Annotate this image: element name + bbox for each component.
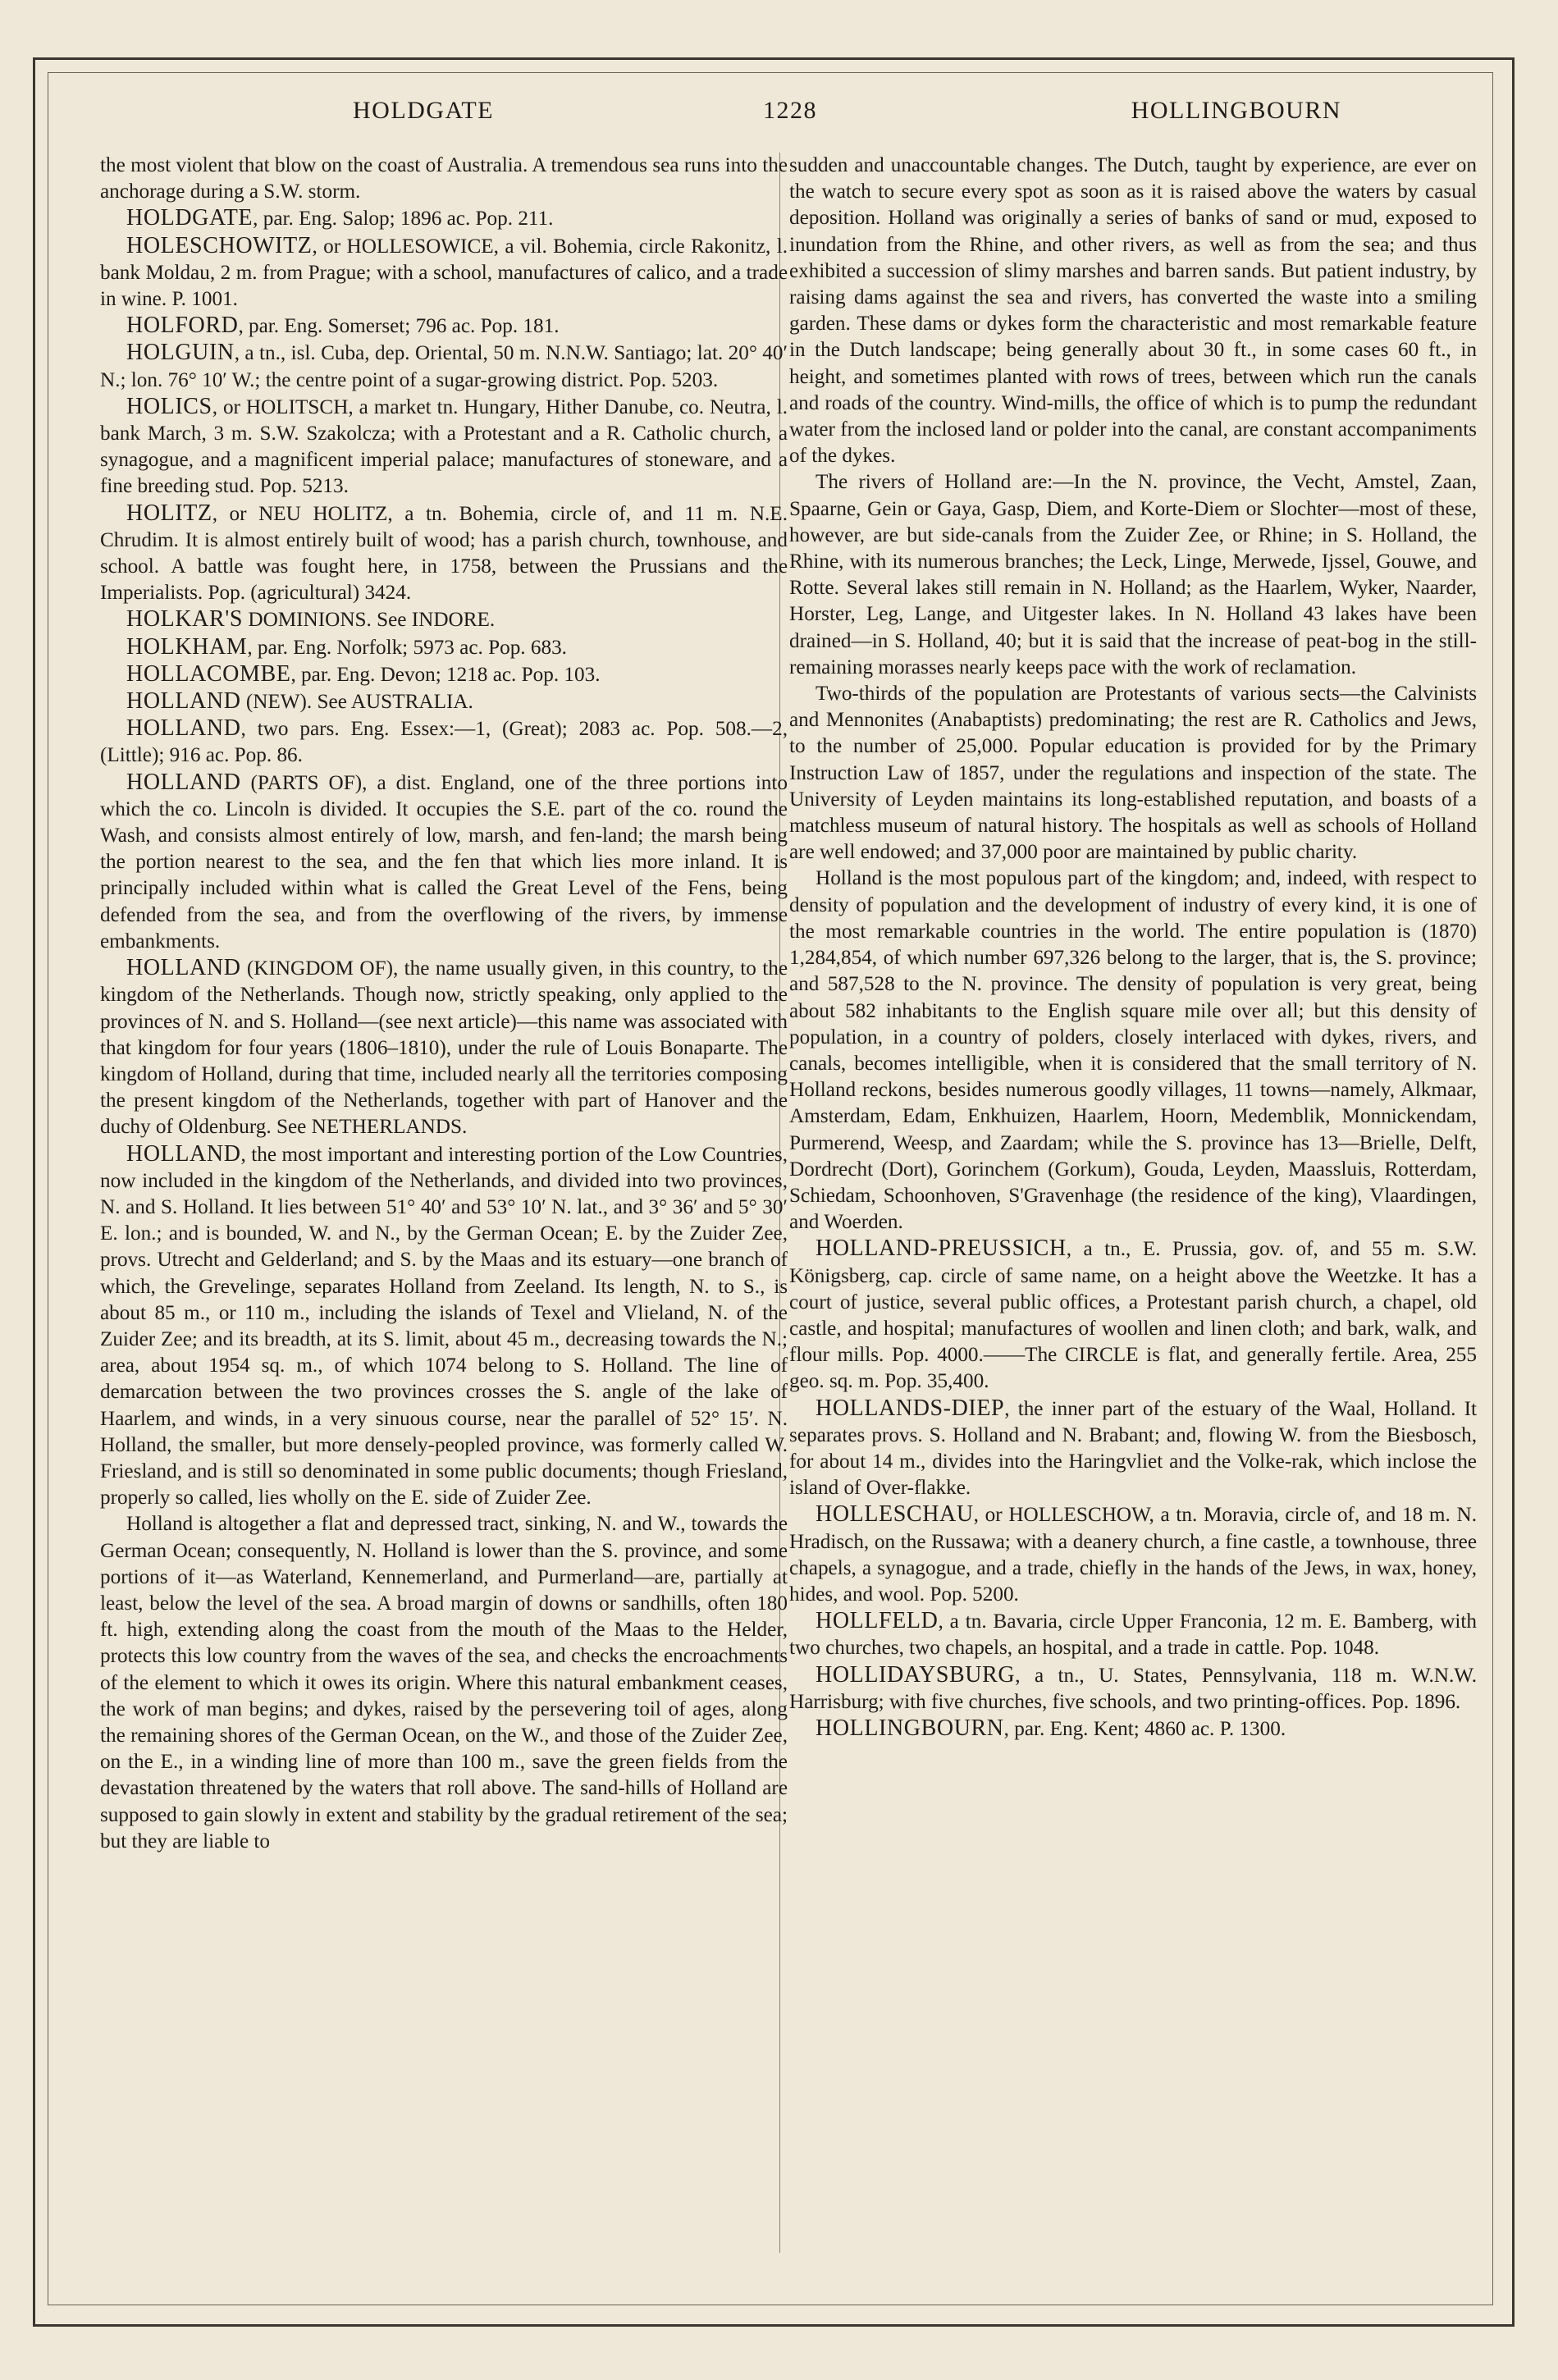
entry-text: , par. Eng. Norfolk; 5973 ac. Pop. 683. [247, 636, 567, 659]
gazetteer-entry [100, 1141, 788, 1512]
entry-headword: HOLLACOMBE [126, 660, 291, 687]
running-header [98, 97, 1460, 133]
entry-text: , the inner part of the estuary of the Waal, Holland. It separates provs. S. Holland and N. Brabant; and, flowing W. from the Biesbosch, for about 14 m., divides into the Haringvliet and the Volke-rak, which inclose the island of Over-flakke. [789, 1397, 1477, 1500]
entry-headword: HOLLINGBOURN [816, 1715, 1004, 1741]
gazetteer-entry [100, 715, 788, 769]
entry-headword: HOLESCHOWITZ [126, 232, 313, 258]
gazetteer-entry [100, 340, 788, 393]
gazetteer-entry [100, 313, 788, 340]
entry-text: , a tn., E. Prussia, gov. of, and 55 m. S.W. Königsberg, cap. circle of same name, on a height above the Weetzke. It has a court of justice, several public offices, a Protestant parish church, a chapel, old castle, and hospital; manufactures of woollen and linen cloth; and bark, walk, and flour mills. Pop. 4000.——The CIRCLE is flat, and generally fertile. Area, 255 geo. sq. m. Pop. 35,400. [789, 1238, 1477, 1393]
entry-headword: HOLLFELD [816, 1608, 939, 1634]
gazetteer-entry [100, 394, 788, 500]
entry-text: , par. Eng. Devon; 1218 ac. Pop. 103. [290, 663, 601, 686]
entry-headword: HOLLAND-PREUSSICH [816, 1236, 1067, 1262]
paragraph [100, 153, 788, 205]
gazetteer-entry [789, 1396, 1477, 1502]
gazetteer-entry [100, 661, 788, 688]
entry-headword: HOLLANDS-DIEP [816, 1395, 1005, 1421]
entry-text: , a tn., U. States, Pennsylvania, 118 m. W.N.W. Harrisburg; with five churches, five schools, and two printing-offices. Pop. 1896. [789, 1664, 1477, 1713]
gazetteer-entry [789, 1608, 1477, 1661]
entry-text: , or HOLLESCHOW, a tn. Moravia, circle of, and 18 m. N. Hradisch, on the Russawa; with a deanery church, a fine castle, a townhouse, three chapels, a synagogue, and a trade, chiefly in the hands of the Jews, in wax, honey, hides, and wool. Pop. 5200. [789, 1504, 1477, 1606]
entry-text: , par. Eng. Somerset; 796 ac. Pop. 181. [238, 315, 560, 338]
left-column [100, 153, 788, 2253]
entry-text: (NEW). See AUSTRALIA. [240, 691, 473, 714]
entry-headword: HOLDGATE [126, 205, 254, 231]
entry-headword: HOLITZ [126, 500, 212, 526]
entry-text: Holland is altogether a flat and depressed tract, sinking, N. and W., towards the German Ocean; consequently, N. Holland is lower than the S. province, and some portions of it—as Waterland, Kennemerland, and Purmerland—are, partially at least, below the level of the sea. A broad margin of downs or sandhills, often 180 ft. high, extending along the coast from the mouth of the Maas to the Helder, protects this low country from the waves of the sea, and checks the encroachments of the element to which it owes its origin. Where this natural embankment ceases, the work of man begins; and dykes, raised by the persevering toil of ages, along the remaining shores of the German Ocean, on the W., and those of the Zuider Zee, on the E., in a winding line of more than 100 m., save the green fields from the devastation threatened by the waters that roll above. The sand-hills of Holland are supposed to gain slowly in extent and stability by the gradual retirement of the sea; but they are liable to [100, 1513, 788, 1852]
page-number: 1228 [763, 97, 817, 124]
entry-text: DOMINIONS. See INDORE. [243, 609, 496, 632]
entry-headword: HOLLAND [126, 715, 241, 742]
paragraph [100, 1511, 788, 1855]
entry-text: , par. Eng. Salop; 1896 ac. Pop. 211. [253, 208, 554, 231]
entry-text: , the most important and interesting portion of the Low Countries, now included in the kingdom of the Netherlands, and divided into two provinces, N. and S. Holland. It lies between 51° 40′ and 53° 10′ N. lat., and 3° 36′ and 5° 30′ E. lon.; and is bounded, W. and N., by the German Ocean; E. by the Zuider Zee, provs. Utrecht and Gelderland; and S. by the Maas and its estuary—one branch of which, the Grevelinge, separates Holland from Zeeland. Its length, N. to S., is about 85 m., or 110 m., including the islands of Texel and Vlieland, N. of the Zuider Zee; and its breadth, at its S. limit, about 45 m., decreasing towards the N.; area, about 1954 sq. m., of which 1074 belong to S. Holland. The line of demarcation between the two provinces crosses the S. angle of the lake of Haarlem, and winds, in a very sinuous course, near the parallel of 52° 15′. N. Holland, the smaller, but more densely-peopled province, was formerly called W. Friesland, and is still so denominated in some public documents; though Friesland, properly so called, lies wholly on the E. side of Zuider Zee. [100, 1143, 788, 1510]
entry-headword: HOLICS [126, 393, 212, 419]
entry-text: the most violent that blow on the coast of Australia. A tremendous sea runs into the anchorage during a S.W. storm. [100, 154, 788, 203]
entry-headword: HOLGUIN [126, 340, 235, 366]
gazetteer-entry [789, 1715, 1477, 1743]
gazetteer-entry [100, 500, 788, 607]
entry-text: (PARTS OF), a dist. England, one of the three portions into which the co. Lincoln is divided. It occupies the S.E. part of the co. round the Wash, and consists almost entirely of low, marsh, and fen-land; the marsh being the portion nearest to the sea, and the fen that which lies more inland. It is principally included within what is called the Great Level of the Fens, being defended from the sea, and from the overflowing of the rivers, by immense embankments. [100, 771, 788, 952]
entry-text: The rivers of Holland are:—In the N. province, the Vecht, Amstel, Zaan, Spaarne, Gein or Gaya, Gasp, Diem, and Korte-Diem or Slochter—most of these, however, are but side-canals from the Zuider Zee, or Rhine; in S. Holland, the Rhine, with its numerous branches; the Leck, Linge, Merwede, Ijssel, Gouwe, and Rotte. Several lakes still remain in N. Holland; as the Haarlem, Wyker, Naarder, Horster, Leg, Lange, and Uitgester lakes. In N. Holland 43 lakes have been drained—in S. Holland, 40; but it is said that the increase of peat-bog in the still-remaining morasses nearly keeps pace with the work of reclamation. [789, 471, 1477, 678]
entry-headword: HOLLESCHAU [816, 1501, 974, 1528]
entry-text: Two-thirds of the population are Protestants of various sects—the Calvinists and Mennonites (Anabaptists) predominating; the rest are R. Catholics and Jews, to the number of 25,000. Popular education is provided for by the Primary Instruction Law of 1857, under the regulations and inspection of the state. The University of Leyden maintains its long-established reputation, and boasts of a matchless museum of natural history. The hospitals as well as schools of Holland are well endowed; and 37,000 poor are maintained by public charity. [789, 683, 1477, 864]
gazetteer-entry [100, 233, 788, 313]
gazetteer-entry [100, 634, 788, 661]
running-head-left: HOLDGATE [353, 97, 494, 124]
entry-text: , or HOLITSCH, a market tn. Hungary, Hither Danube, co. Neutra, l. bank March, 3 m. S.W. Szakolcza; with a Protestant and a R. Catholic church, a synagogue, and a magnificent imperial palace; manufactures of stoneware, and a fine breeding stud. Pop. 5213. [100, 395, 788, 498]
gazetteer-entry [100, 688, 788, 715]
entry-text: , or HOLLESOWICE, a vil. Bohemia, circle Rakonitz, l. bank Moldau, 2 m. from Prague; with a school, manufactures of calico, and a trade in wine. P. 1001. [100, 235, 788, 311]
gazetteer-entry [789, 1501, 1477, 1608]
paragraph [789, 469, 1477, 681]
right-column [789, 153, 1477, 2253]
gazetteer-entry [100, 205, 788, 232]
entry-headword: HOLLAND [126, 1140, 241, 1167]
entry-headword: HOLLIDAYSBURG [816, 1661, 1016, 1688]
entry-headword: HOLLAND [126, 955, 241, 981]
entry-text: , a tn. Bavaria, circle Upper Franconia, 12 m. E. Bamberg, with two churches, two chapels, an hospital, and a trade in cattle. Pop. 1048. [789, 1610, 1477, 1660]
gazetteer-entry [100, 955, 788, 1140]
paragraph [789, 866, 1477, 1236]
gazetteer-entry [789, 1662, 1477, 1715]
gazetteer-entry [789, 1236, 1477, 1395]
paragraph [789, 153, 1477, 469]
entry-text: , or NEU HOLITZ, a tn. Bohemia, circle of, and 11 m. N.E. Chrudim. It is almost entirely built of wood; has a parish church, townhouse, and school. A battle was fought here, in 1758, between the Prussians and the Imperialists. Pop. (agricultural) 3424. [100, 502, 788, 605]
running-head-right: HOLLINGBOURN [1131, 97, 1341, 124]
entry-text: sudden and unaccountable changes. The Dutch, taught by experience, are ever on the watch to secure every spot as soon as it is raised above the waters by casual deposition. Holland was originally a series of banks of sand or mud, exposed to inundation from the Rhine, and other rivers, as well as from the sea; and thus exhibited a succession of slimy marshes and barren sands. But patient industry, by raising dams against the sea and rivers, has converted the waste into a smiling garden. These dams or dykes form the characteristic and most remarkable feature in the Dutch landscape; being generally about 30 ft., in some cases 60 ft., in height, and sometimes planted with rows of trees, between which run the canals and roads of the country. Wind-mills, the office of which is to pump the redundant water from the inclosed land or polder into the canal, are constant accompaniments of the dykes. [789, 154, 1477, 468]
entry-headword: HOLLAND [126, 688, 241, 715]
entry-headword: HOLKAR'S [126, 606, 244, 633]
entry-headword: HOLKHAM [126, 633, 248, 660]
entry-text: , par. Eng. Kent; 4860 ac. P. 1300. [1003, 1717, 1286, 1740]
entry-text: , a tn., isl. Cuba, dep. Oriental, 50 m. N.N.W. Santiago; lat. 20° 40′ N.; lon. 76° 10′ W.; the centre point of a sugar-growing district. Pop. 5203. [100, 342, 788, 391]
gazetteer-entry [100, 606, 788, 633]
paragraph [789, 681, 1477, 866]
gazetteer-entry [100, 770, 788, 955]
entry-headword: HOLLAND [126, 769, 241, 795]
entry-headword: HOLFORD [126, 313, 239, 339]
entry-text: Holland is the most populous part of the kingdom; and, indeed, with respect to density of population and the development of industry of every kind, it is one of the most remarkable countries in the world. The entire population is (1870) 1,284,854, of which number 697,326 belong to the larger, that is, the S. province; and 587,528 to the N. province. The density of population is very great, being about 582 inhabitants to the English square mile over all; but this density of population, in a country of polders, closely interlaced with dykes, rivers, and canals, becomes intelligible, when it is considered that the small territory of N. Holland reckons, besides numerous goodly villages, 11 towns—namely, Alkmaar, Amsterdam, Edam, Enkhuizen, Haarlem, Hoorn, Medemblik, Monnickendam, Purmerend, Weesp, and Zaardam; while the S. province has 13—Brielle, Delft, Dordrecht (Dort), Gorinchem (Gorkum), Gouda, Leyden, Maassluis, Rotterdam, Schiedam, Schoonhoven, S'Gravenhage (the residence of the king), Vlaardingen, and Woerden. [789, 867, 1477, 1234]
entry-text: (KINGDOM OF), the name usually given, in this country, to the kingdom of the Netherlands. Though now, strictly speaking, only applied to the provinces of N. and S. Holland—(see next article)—this name was associated with that kingdom for four years (1806–1810), under the rule of Louis Bonaparte. The kingdom of Holland, during that time, included nearly all the territories composing the present kingdom of the Netherlands, together with part of Hanover and the duchy of Oldenburg. See NETHERLANDS. [100, 957, 788, 1139]
entry-text: , two pars. Eng. Essex:—1, (Great); 2083 ac. Pop. 508.—2, (Little); 916 ac. Pop. 86. [100, 718, 788, 767]
